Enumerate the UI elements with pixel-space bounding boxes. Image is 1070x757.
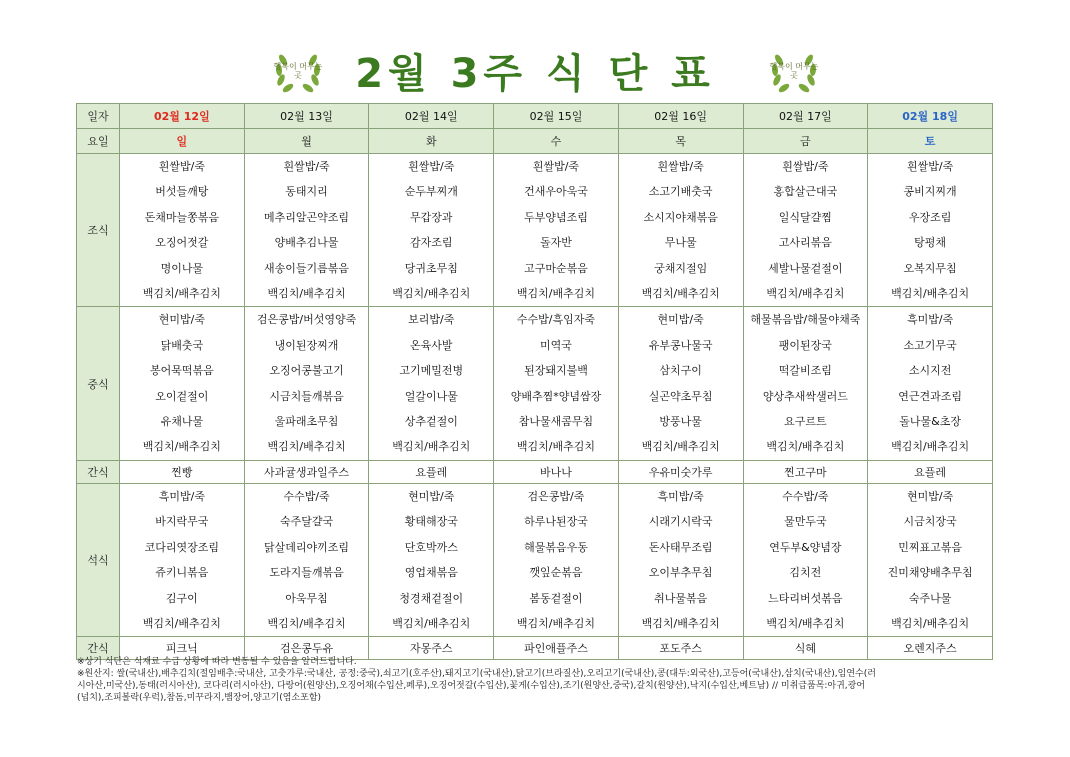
meal-cell: [618, 307, 743, 460]
menu-item: 흰쌀밥/죽: [657, 160, 704, 173]
menu-item: 흑미밥/죽: [158, 489, 205, 503]
snack-cell: 찐빵: [120, 460, 245, 483]
menu-item: 메추리알곤약조림: [264, 210, 350, 224]
menu-item: 현미밥/죽: [158, 313, 205, 327]
date-cell: 02월 13일: [244, 104, 369, 129]
menu-item: 현미밥/죽: [907, 489, 954, 503]
menu-item: 숙주나물: [908, 591, 952, 605]
menu-item: 궁채지절임: [654, 261, 708, 275]
menu-item: 아욱무침: [285, 591, 328, 605]
snack-cell: 바나나: [494, 460, 619, 483]
menu-item: 백김치/배추김치: [641, 440, 720, 454]
meal-cell: [244, 307, 369, 460]
menu-item: 수수밥/흑임자죽: [516, 313, 595, 327]
menu-item: 하루나된장국: [524, 515, 588, 529]
menu-item: 백김치/배추김치: [392, 287, 471, 301]
menu-item: 명이나물: [160, 261, 204, 275]
menu-item: 순두부찌개: [404, 185, 458, 199]
meal-cell: [120, 483, 245, 636]
menu-item: 해물볶음우동: [524, 540, 588, 554]
menu-item: 흰쌀밥/죽: [408, 160, 455, 173]
weekday-cell: 일: [120, 129, 245, 154]
menu-item: 흰쌀밥/죽: [782, 160, 829, 173]
menu-item: 시금치들깨볶음: [269, 389, 344, 403]
menu-item: 고기메밀전병: [399, 364, 464, 378]
snack-cell: 검은콩두유: [244, 637, 369, 660]
meal-cell: [618, 483, 743, 636]
footnote-line: 시아산,미국산),동태(러시아산), 코다리(러시아산), 다랑어(원양산),오징어채(수입산,페루),오징어젓갈(수입산),꽃게(수입산),조기(원양산,중국),갈치(원양산),낙지(수입산,베트남) // 미취급품목:아귀,광어: [77, 681, 866, 691]
meal-cell: [743, 154, 868, 307]
menu-item: 닭살데리야끼조림: [264, 540, 350, 554]
menu-item: 방풍나물: [659, 415, 702, 429]
menu-item: 백김치/배추김치: [267, 440, 346, 454]
menu-item: 황태해장국: [404, 515, 458, 529]
row-label-day: 요일: [77, 129, 120, 154]
weekday-cell: 금: [743, 129, 868, 154]
weekday-row: [77, 129, 993, 154]
menu-item: 쥬키니볶음: [155, 566, 209, 580]
footnote-line: (넙치),조피볼락(우럭),참돔,미꾸라지,뱀장어,양고기(염소포함): [77, 693, 322, 703]
snack-row-1: [77, 460, 993, 483]
meal-cell: [868, 483, 993, 636]
menu-item: 백김치/배추김치: [891, 287, 970, 301]
menu-item: 돌자반: [540, 236, 572, 250]
menu-item: 청경채겉절이: [399, 591, 464, 605]
menu-item: 얼갈이나물: [404, 389, 458, 403]
meal-cell: [369, 307, 494, 460]
menu-item: 흑미밥/죽: [907, 313, 954, 327]
menu-item: 백김치/배추김치: [142, 287, 221, 301]
menu-item: 오복지무침: [903, 261, 957, 275]
meal-cell: [868, 307, 993, 460]
menu-item: 민찌표고볶음: [898, 540, 962, 554]
menu-item: 두부양념조림: [524, 210, 588, 224]
weekday-cell: 토: [868, 129, 993, 154]
menu-item: 수수밥/죽: [283, 489, 330, 503]
menu-item: 느타리버섯볶음: [768, 591, 843, 605]
menu-item: 시래기시락국: [648, 515, 713, 529]
menu-item: 연두부&양념장: [769, 540, 842, 554]
menu-item: 팽이된장국: [778, 338, 832, 352]
menu-item: 현미밥/죽: [657, 313, 704, 327]
menu-item: 떡갈비조림: [778, 364, 832, 378]
page-header: [0, 38, 1070, 108]
menu-item: 백김치/배추김치: [142, 616, 221, 630]
weekday-cell: 목: [618, 129, 743, 154]
menu-item: 흰쌀밥/죽: [283, 160, 330, 173]
date-cell: 02월 15일: [494, 104, 619, 129]
menu-item: 일식달걀찜: [778, 210, 832, 224]
row-label-snack: 간식: [77, 637, 120, 660]
footnote-line: ※원산지: 쌀(국내산),배추김치(절임배추:국내산, 고춧가루:국내산, 공정:중국),쇠고기(호주산),돼지고기(국내산),닭고기(브라질산),오리고기(국내산),콩(대두:외국산),고등어(국내산),삼치(국내산),임연수(러: [77, 669, 876, 679]
menu-item: 소고기무국: [903, 338, 957, 352]
menu-item: 흑미밥/죽: [657, 489, 704, 503]
menu-item: 미역국: [540, 338, 572, 352]
menu-item: 백김치/배추김치: [267, 287, 346, 301]
snack-cell: 찐고구마: [743, 460, 868, 483]
meal-cell: [868, 154, 993, 307]
snack-cell: 포도주스: [618, 637, 743, 660]
menu-item: 물만두국: [784, 515, 827, 529]
menu-item: 소시지전: [908, 364, 952, 378]
menu-item: 백김치/배추김치: [392, 616, 471, 630]
menu-item: 백김치/배추김치: [267, 616, 346, 630]
menu-item: 실곤약초무침: [648, 389, 713, 403]
menu-item: 백김치/배추김치: [516, 440, 595, 454]
footnote-line: ※상기 식단은 식재료 수급 상황에 따라 변동될 수 있음을 알려드립니다.: [77, 657, 357, 667]
menu-item: 오이겉절이: [155, 389, 209, 403]
menu-item: 보리밥/죽: [408, 313, 455, 327]
weekday-cell: 월: [244, 129, 369, 154]
weekday-cell: 수: [494, 129, 619, 154]
menu-item: 돈사태무조림: [648, 540, 713, 554]
breakfast-row: [77, 154, 993, 307]
page-title: 2월 3주 식 단 표: [355, 51, 715, 97]
snack-cell: 피크닉: [120, 637, 245, 660]
menu-item: 숙주달걀국: [279, 515, 334, 529]
meal-cell: [244, 154, 369, 307]
menu-item: 콩비지찌개: [903, 185, 957, 199]
meal-cell: [369, 483, 494, 636]
meal-cell: [494, 154, 619, 307]
menu-item: 돈채마늘쫑볶음: [144, 210, 220, 224]
menu-item: 버섯들깨탕: [155, 185, 209, 199]
snack-cell: 자몽주스: [369, 637, 494, 660]
snack-cell: 오렌지주스: [868, 637, 993, 660]
menu-item: 유부콩나물국: [648, 338, 713, 352]
menu-item: 냉이된장찌개: [274, 338, 339, 352]
menu-item: 백김치/배추김치: [641, 616, 720, 630]
snack-cell: 우유미숫가루: [618, 460, 743, 483]
meal-cell: [120, 307, 245, 460]
menu-item: 소시지야채볶음: [643, 210, 718, 224]
snack-cell: 요플레: [369, 460, 494, 483]
menu-item: 영업채볶음: [404, 566, 458, 580]
menu-item: 울파래초무침: [274, 415, 339, 429]
row-label-breakfast: 조식: [77, 154, 120, 307]
menu-item: 검은콩밥/버섯영양죽: [256, 313, 357, 327]
menu-item: 우장조림: [908, 210, 952, 224]
menu-item: 백김치/배추김치: [516, 616, 595, 630]
menu-item: 취나물볶음: [654, 591, 708, 605]
menu-item: 깻잎순볶음: [529, 566, 583, 580]
snack-cell: 요플레: [868, 460, 993, 483]
date-cell: 02월 16일: [618, 104, 743, 129]
menu-item: 건새우아욱국: [524, 185, 588, 199]
menu-item: 봉어묵떡볶음: [149, 364, 214, 378]
menu-item: 당귀초무침: [404, 261, 458, 275]
menu-item: 닭배춧국: [160, 338, 204, 352]
menu-item: 백김치/배추김치: [891, 616, 970, 630]
menu-item: 연근견과조림: [898, 389, 962, 403]
menu-item: 수수밥/죽: [782, 489, 829, 503]
weekday-cell: 화: [369, 129, 494, 154]
menu-item: 현미밥/죽: [408, 489, 455, 503]
meal-table: [76, 103, 993, 660]
menu-item: 삼치구이: [659, 364, 702, 378]
menu-item: 김구이: [165, 591, 198, 605]
menu-item: 도라지들깨볶음: [269, 566, 344, 580]
menu-item: 백김치/배추김치: [516, 287, 595, 301]
menu-item: 백김치/배추김치: [766, 616, 845, 630]
menu-item: 세발나물겉절이: [768, 261, 843, 275]
date-row: [77, 104, 993, 129]
menu-item: 양상추새싹샐러드: [762, 389, 848, 403]
menu-item: 해물볶음밥/해물야채죽: [750, 313, 861, 327]
menu-item: 홍합살근대국: [773, 185, 838, 199]
menu-item: 검은콩밥/죽: [527, 489, 585, 503]
meal-cell: [244, 483, 369, 636]
menu-item: 오징어콩불고기: [269, 364, 344, 378]
menu-item: 무갑장과: [410, 210, 453, 224]
dinner-row: [77, 483, 993, 636]
menu-item: 동태지리: [285, 185, 328, 199]
row-label-date: 일자: [77, 104, 120, 129]
menu-item: 요구르트: [784, 415, 827, 429]
row-label-dinner: 석식: [77, 483, 120, 636]
menu-item: 흰쌀밥/죽: [907, 160, 954, 173]
row-label-lunch: 중식: [77, 307, 120, 460]
logo-wreath-icon: [767, 44, 821, 98]
snack-cell: 파인애플주스: [494, 637, 619, 660]
date-cell: 02월 12일: [120, 104, 245, 129]
menu-item: 봄동겉절이: [529, 591, 583, 605]
menu-item: 오이부추무침: [648, 566, 713, 580]
meal-cell: [494, 483, 619, 636]
menu-item: 유채나물: [160, 415, 204, 429]
snack-cell: 식혜: [743, 637, 868, 660]
menu-item: 코다리엿장조림: [144, 540, 220, 554]
meal-cell: [743, 307, 868, 460]
menu-item: 양배추김나물: [274, 236, 339, 250]
menu-item: 백김치/배추김치: [641, 287, 720, 301]
meal-cell: [743, 483, 868, 636]
menu-item: 소고기배춧국: [648, 185, 713, 199]
menu-item: 흰쌀밥/죽: [532, 160, 580, 173]
row-label-snack: 간식: [77, 460, 120, 483]
logo-text: 행복이 머무는 곳: [769, 62, 819, 80]
meal-cell: [369, 154, 494, 307]
menu-item: 무나물: [664, 236, 697, 250]
date-cell: 02월 18일: [868, 104, 993, 129]
menu-item: 흰쌀밥/죽: [158, 160, 205, 173]
menu-item: 감자조림: [410, 236, 453, 250]
meal-cell: [494, 307, 619, 460]
menu-item: 된장돼지불백: [524, 364, 588, 378]
snack-cell: 사과귤생과일주스: [244, 460, 369, 483]
menu-item: 백김치/배추김치: [392, 440, 471, 454]
menu-item: 상추겉절이: [404, 415, 458, 429]
logo-text: 행복이 머무는 곳: [273, 62, 323, 80]
meal-cell: [120, 154, 245, 307]
menu-item: 바지락무국: [155, 515, 209, 529]
menu-item: 온육사발: [410, 338, 453, 352]
date-cell: 02월 17일: [743, 104, 868, 129]
menu-item: 새송이들기름볶음: [264, 261, 350, 275]
menu-item: 진미채양배추무침: [887, 566, 973, 580]
menu-item: 백김치/배추김치: [766, 440, 845, 454]
menu-item: 돌나물&초장: [899, 415, 961, 429]
menu-item: 양배추찜*양념쌈장: [510, 389, 602, 403]
menu-item: 백김치/배추김치: [766, 287, 845, 301]
menu-item: 탕평채: [914, 236, 947, 250]
date-cell: 02월 14일: [369, 104, 494, 129]
menu-item: 고구마순볶음: [524, 261, 588, 275]
footnotes: [77, 656, 997, 704]
menu-item: 오징어젓갈: [155, 236, 209, 250]
lunch-row: [77, 307, 993, 460]
menu-item: 단호박까스: [404, 540, 458, 554]
menu-item: 참나물새콤무침: [518, 415, 594, 429]
menu-item: 김치전: [789, 566, 822, 580]
menu-item: 백김치/배추김치: [142, 440, 221, 454]
menu-item: 시금치장국: [903, 515, 957, 529]
menu-item: 고사리볶음: [778, 236, 832, 250]
meal-cell: [618, 154, 743, 307]
menu-item: 백김치/배추김치: [891, 440, 970, 454]
